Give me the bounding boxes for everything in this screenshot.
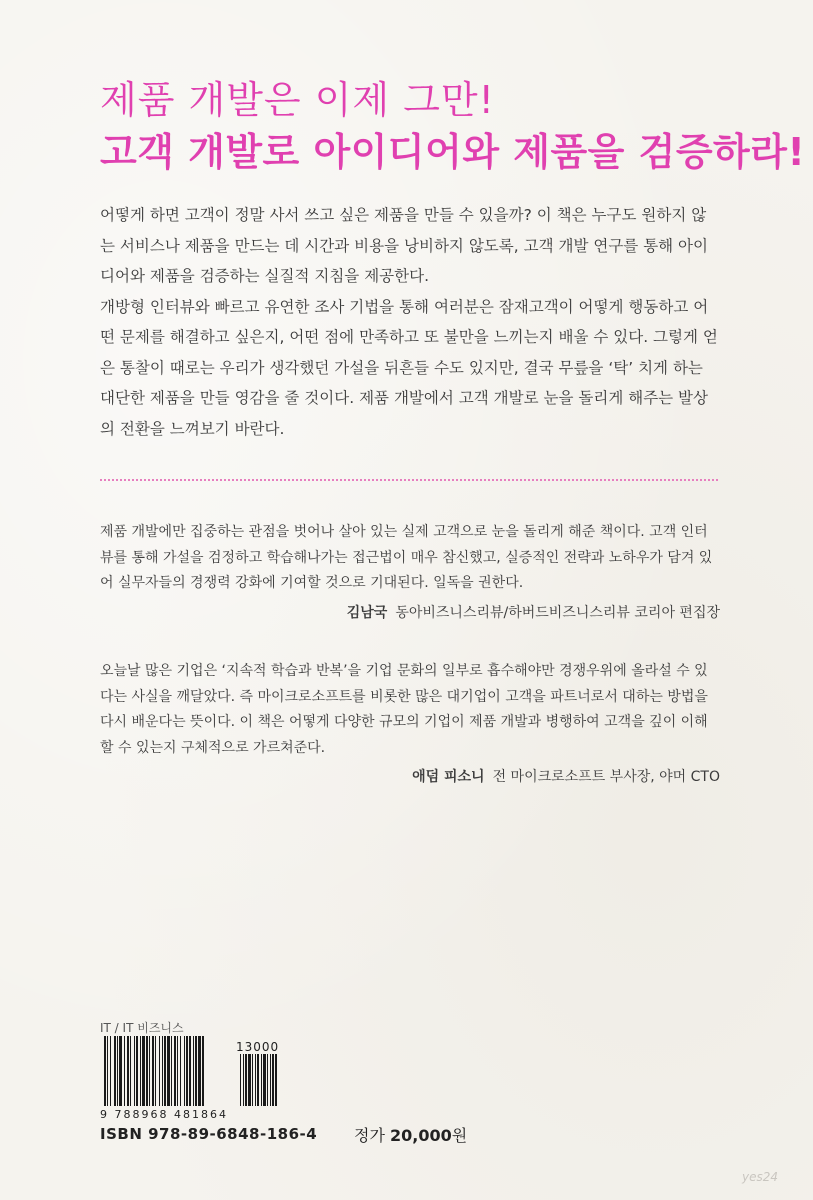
- barcode-bar: [184, 1036, 185, 1106]
- barcode-addon-bar: [272, 1054, 274, 1106]
- barcode-price-code: 13000: [236, 1040, 280, 1054]
- barcode-bar: [202, 1036, 204, 1106]
- review-text: 제품 개발에만 집중하는 관점을 벗어나 살아 있는 실제 고객으로 눈을 돌리게 해준 책이다. 고객 인터뷰를 통해 가설을 검정하고 학습해나가는 접근법이 매우 참신했고, 실증적인 전략과 노하우가 담겨 있어 실무자들의 경쟁력 강화에 기여할 것으로 기대된다. 일독을 권한다.: [100, 524, 713, 591]
- barcode-bar: [198, 1036, 201, 1106]
- barcode-bar: [162, 1036, 163, 1106]
- barcode-addon-bar: [240, 1054, 241, 1106]
- reviewer-title: 전 마이크로소프트 부사장, 야머 CTO: [492, 769, 720, 785]
- barcode-bar: [104, 1036, 106, 1106]
- barcode-bar: [186, 1036, 188, 1106]
- barcode-digits: 9 788968 481864: [100, 1108, 228, 1121]
- barcode-addon-bar: [255, 1054, 256, 1106]
- barcode-addon-bar: [257, 1054, 259, 1106]
- headline-line1: 제품 개발은 이제 그만!: [100, 78, 495, 122]
- intro-paragraph-2: 개방형 인터뷰와 빠르고 유연한 조사 기법을 통해 여러분은 잠재고객이 어떻게 행동하고 어떤 문제를 해결하고 싶은지, 어떤 점에 만족하고 또 불만을 느끼는지 배울 수 있다. 그렇게 얻은 통찰이 때로는 우리가 생각했던 가설을 뒤흔들 수도 있지만, 결국 무릎을 ‘탁’ 치게 하는 대단한 제품을 만들 영감을 줄 것이다. 제품 개발에서 고객 개발로 눈을 돌리게 해주는 발상의 전환을 느껴보기 바란다.: [100, 297, 718, 438]
- category-label: IT / IT 비즈니스: [100, 1021, 184, 1035]
- barcode-bar: [195, 1036, 197, 1106]
- review-2: [100, 659, 720, 791]
- review-attribution: [100, 601, 720, 627]
- reviewer-name: 애덤 피소니: [412, 769, 485, 785]
- dotted-divider: [100, 479, 718, 481]
- reviewer-title: 동아비즈니스리뷰/하버드비즈니스리뷰 코리아 편집장: [395, 604, 720, 621]
- barcode-addon-bar: [263, 1054, 266, 1106]
- barcode-bar: [134, 1036, 135, 1106]
- barcode-bar: [136, 1036, 138, 1106]
- barcode-bar: [155, 1036, 156, 1106]
- barcode-addon-bar: [270, 1054, 271, 1106]
- review-attribution: [100, 765, 720, 791]
- barcode-bar: [124, 1036, 125, 1106]
- barcode-bar: [117, 1036, 118, 1106]
- headline-line2: 고객 개발로 아이디어와 제품을 검증하라!: [100, 130, 806, 174]
- isbn-number: ISBN 978-89-6848-186-4: [100, 1125, 318, 1143]
- barcode-bar: [114, 1036, 116, 1106]
- intro-paragraph-1: 어떻게 하면 고객이 정말 사서 쓰고 싶은 제품을 만들 수 있을까? 이 책은 누구도 원하지 않는 서비스나 제품을 만드는 데 시간과 비용을 낭비하지 않도록, 고객 개발 연구를 통해 아이디어와 제품을 검증하는 실질적 지침을 제공한다.: [100, 206, 709, 285]
- price: [354, 1123, 467, 1146]
- review-text: 오늘날 많은 기업은 ‘지속적 학습과 반복’을 기업 문화의 일부로 흡수해야만 경쟁우위에 올라설 수 있다는 사실을 깨달았다. 즉 마이크로소프트를 비롯한 많은 대기업이 고객을 파트너로서 대하는 방법을 다시 배운다는 뜻이다. 이 책은 어떻게 다양한 규모의 기업이 제품 개발과 병행하여 고객을 깊이 이해할 수 있는지 구체적으로 가르쳐준다.: [100, 663, 708, 756]
- barcode-bar: [174, 1036, 176, 1106]
- barcode-bar: [119, 1036, 122, 1106]
- price-value: 20,000: [390, 1126, 452, 1145]
- barcode-addon-bar: [275, 1054, 277, 1106]
- barcode-bar: [107, 1036, 108, 1106]
- barcode-bar: [146, 1036, 148, 1106]
- price-unit: 원: [451, 1126, 468, 1145]
- barcode-addon-bar: [267, 1054, 268, 1106]
- headline: [100, 74, 805, 178]
- barcode-bar: [110, 1036, 111, 1106]
- barcode-bar: [171, 1036, 172, 1106]
- barcode-bar: [189, 1036, 191, 1106]
- reviewer-name: 김남국: [346, 604, 388, 621]
- barcode-bar: [177, 1036, 178, 1106]
- barcode-bar: [164, 1036, 166, 1106]
- barcode-addon-bar: [243, 1054, 244, 1106]
- barcode-bar: [167, 1036, 170, 1106]
- barcode-addon-bar: [245, 1054, 247, 1106]
- barcode-bar: [127, 1036, 129, 1106]
- barcode-bar: [152, 1036, 154, 1106]
- barcode-bar: [142, 1036, 145, 1106]
- barcode-bar: [130, 1036, 131, 1106]
- barcode-bar: [193, 1036, 194, 1106]
- watermark-signature: yes24: [742, 1170, 779, 1184]
- barcode-addon-bar: [248, 1054, 251, 1106]
- intro-text: [100, 200, 720, 444]
- barcode-addon-bar: [252, 1054, 253, 1106]
- barcode-bar: [159, 1036, 160, 1106]
- review-1: [100, 520, 720, 626]
- barcode-bar: [149, 1036, 150, 1106]
- barcode-bar: [140, 1036, 141, 1106]
- barcode-addon-bar: [261, 1054, 262, 1106]
- price-label: 정가: [354, 1126, 385, 1145]
- barcode-bar: [180, 1036, 181, 1106]
